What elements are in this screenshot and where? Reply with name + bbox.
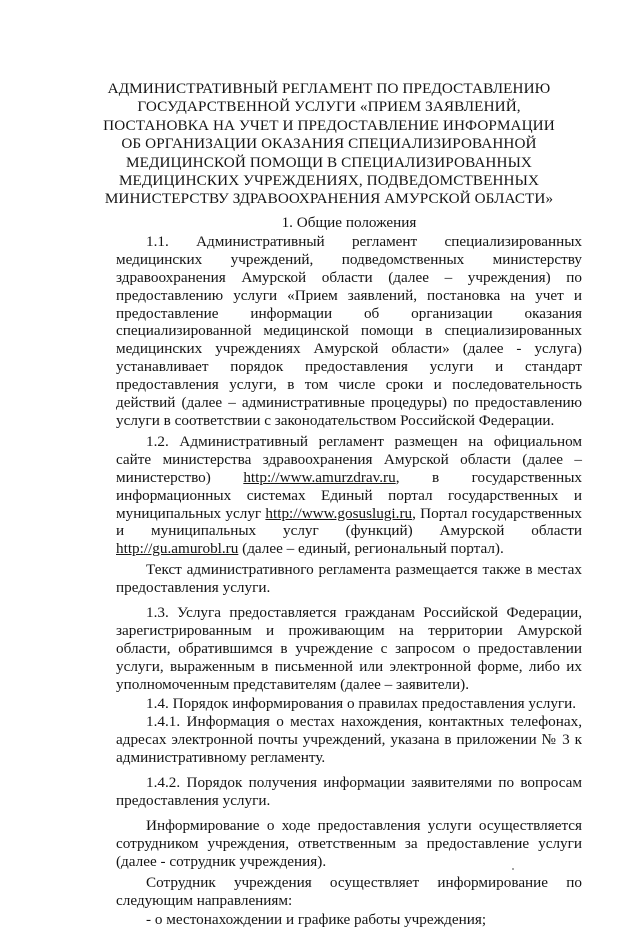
list-item-location: - о местонахождении и графике работы учреждения; <box>146 910 487 928</box>
document-title: АДМИНИСТРАТИВНЫЙ РЕГЛАМЕНТ ПО ПРЕДОСТАВЛЕНИЮ ГОСУДАРСТВЕННОЙ УСЛУГИ «ПРИЕМ ЗАЯВЛЕНИЙ, ПОСТАНОВКА НА УЧЕТ И ПРЕДОСТАВЛЕНИЕ ИНФОРМАЦИИ ОБ ОРГАНИЗАЦИИ ОКАЗАНИЯ СПЕЦИАЛИЗИРОВАННОЙ МЕДИЦИНСКОЙ ПОМОЩИ В СПЕЦИАЛИЗИРОВАННЫХ МЕДИЦИНСКИХ УЧРЕЖДЕНИЯХ, ПОДВЕДОМСТВЕННЫХ МИНИСТЕРСТВУ ЗДРАВООХРАНЕНИЯ АМУРСКОЙ ОБЛАСТИ» <box>103 80 555 208</box>
paragraph-1-1: 1.1. Административный регламент специализированных медицинских учреждений, подведомственных министерству здравоохранения Амурской области (далее – учреждения) по предоставлению услуги «Прием заявлений, постановка на учет и предоставление информации об организации оказания специализированной медицинской помощи в специализированных медицинских учреждениях Амурской области» (далее - услуга) устанавливает порядок предоставления услуги и стандарт предоставления услуги, в том числе сроки и последовательность действий (далее – административные процедуры) по предоставлению услуги в соответствии с законодательством Российской Федерации. <box>116 232 582 429</box>
paragraph-1-4: 1.4. Порядок информирования о правилах предоставления услуги. <box>146 694 577 712</box>
paragraph-text-placement: Текст административного регламента размещается также в местах предоставления услуги. <box>116 561 582 597</box>
paragraph-employee-informs: Сотрудник учреждения осуществляет информирование по следующим направлениям: <box>116 873 582 909</box>
paragraph-1-3: 1.3. Услуга предоставляется гражданам Российской Федерации, зарегистрированным и проживающим на территории Амурской области, обратившимся в учреждение с запросом о предоставлении услуги, выраженным в письменной или электронной форме, либо их уполномоченным представителям (далее – заявители). <box>116 604 582 693</box>
paragraph-1-2 <box>116 433 582 558</box>
document-body <box>116 214 582 929</box>
paragraph-1-2-text-d: (далее – единый, региональный портал). <box>238 540 504 558</box>
paragraph-1-2-text-b: , в государственных информационных системах Единый портал государственных и муниципальных услуг <box>116 468 582 522</box>
paragraph-1-4-2: 1.4.2. Порядок получения информации заявителями по вопросам предоставления услуги. <box>116 774 582 810</box>
link-gosuslugi[interactable]: http://www.gosuslugi.ru <box>265 504 413 522</box>
paragraph-1-4-1: 1.4.1. Информация о местах нахождения, контактных телефонах, адресах электронной почты учреждений, указана в приложении № 3 к административному регламенту. <box>116 713 582 767</box>
link-amurzdrav[interactable]: http://www.amurzdrav.ru <box>243 468 396 486</box>
scan-speck <box>512 868 514 870</box>
link-amurobl[interactable]: http://gu.amurobl.ru <box>116 540 239 558</box>
section-heading: 1. Общие положения <box>281 214 417 231</box>
paragraph-informing: Информирование о ходе предоставления услуги осуществляется сотрудником учреждения, ответственным за предоставление услуги (далее - сотрудник учреждения). <box>116 817 582 870</box>
paragraph-1-2-text-a: 1.2. Административный регламент размещен на официальном сайте министерства здравоохранения Амурской области (далее – министерство) <box>116 432 582 486</box>
paragraph-1-2-text-c: , Портал государственных и муниципальных услуг (функций) Амурской области <box>116 504 582 540</box>
